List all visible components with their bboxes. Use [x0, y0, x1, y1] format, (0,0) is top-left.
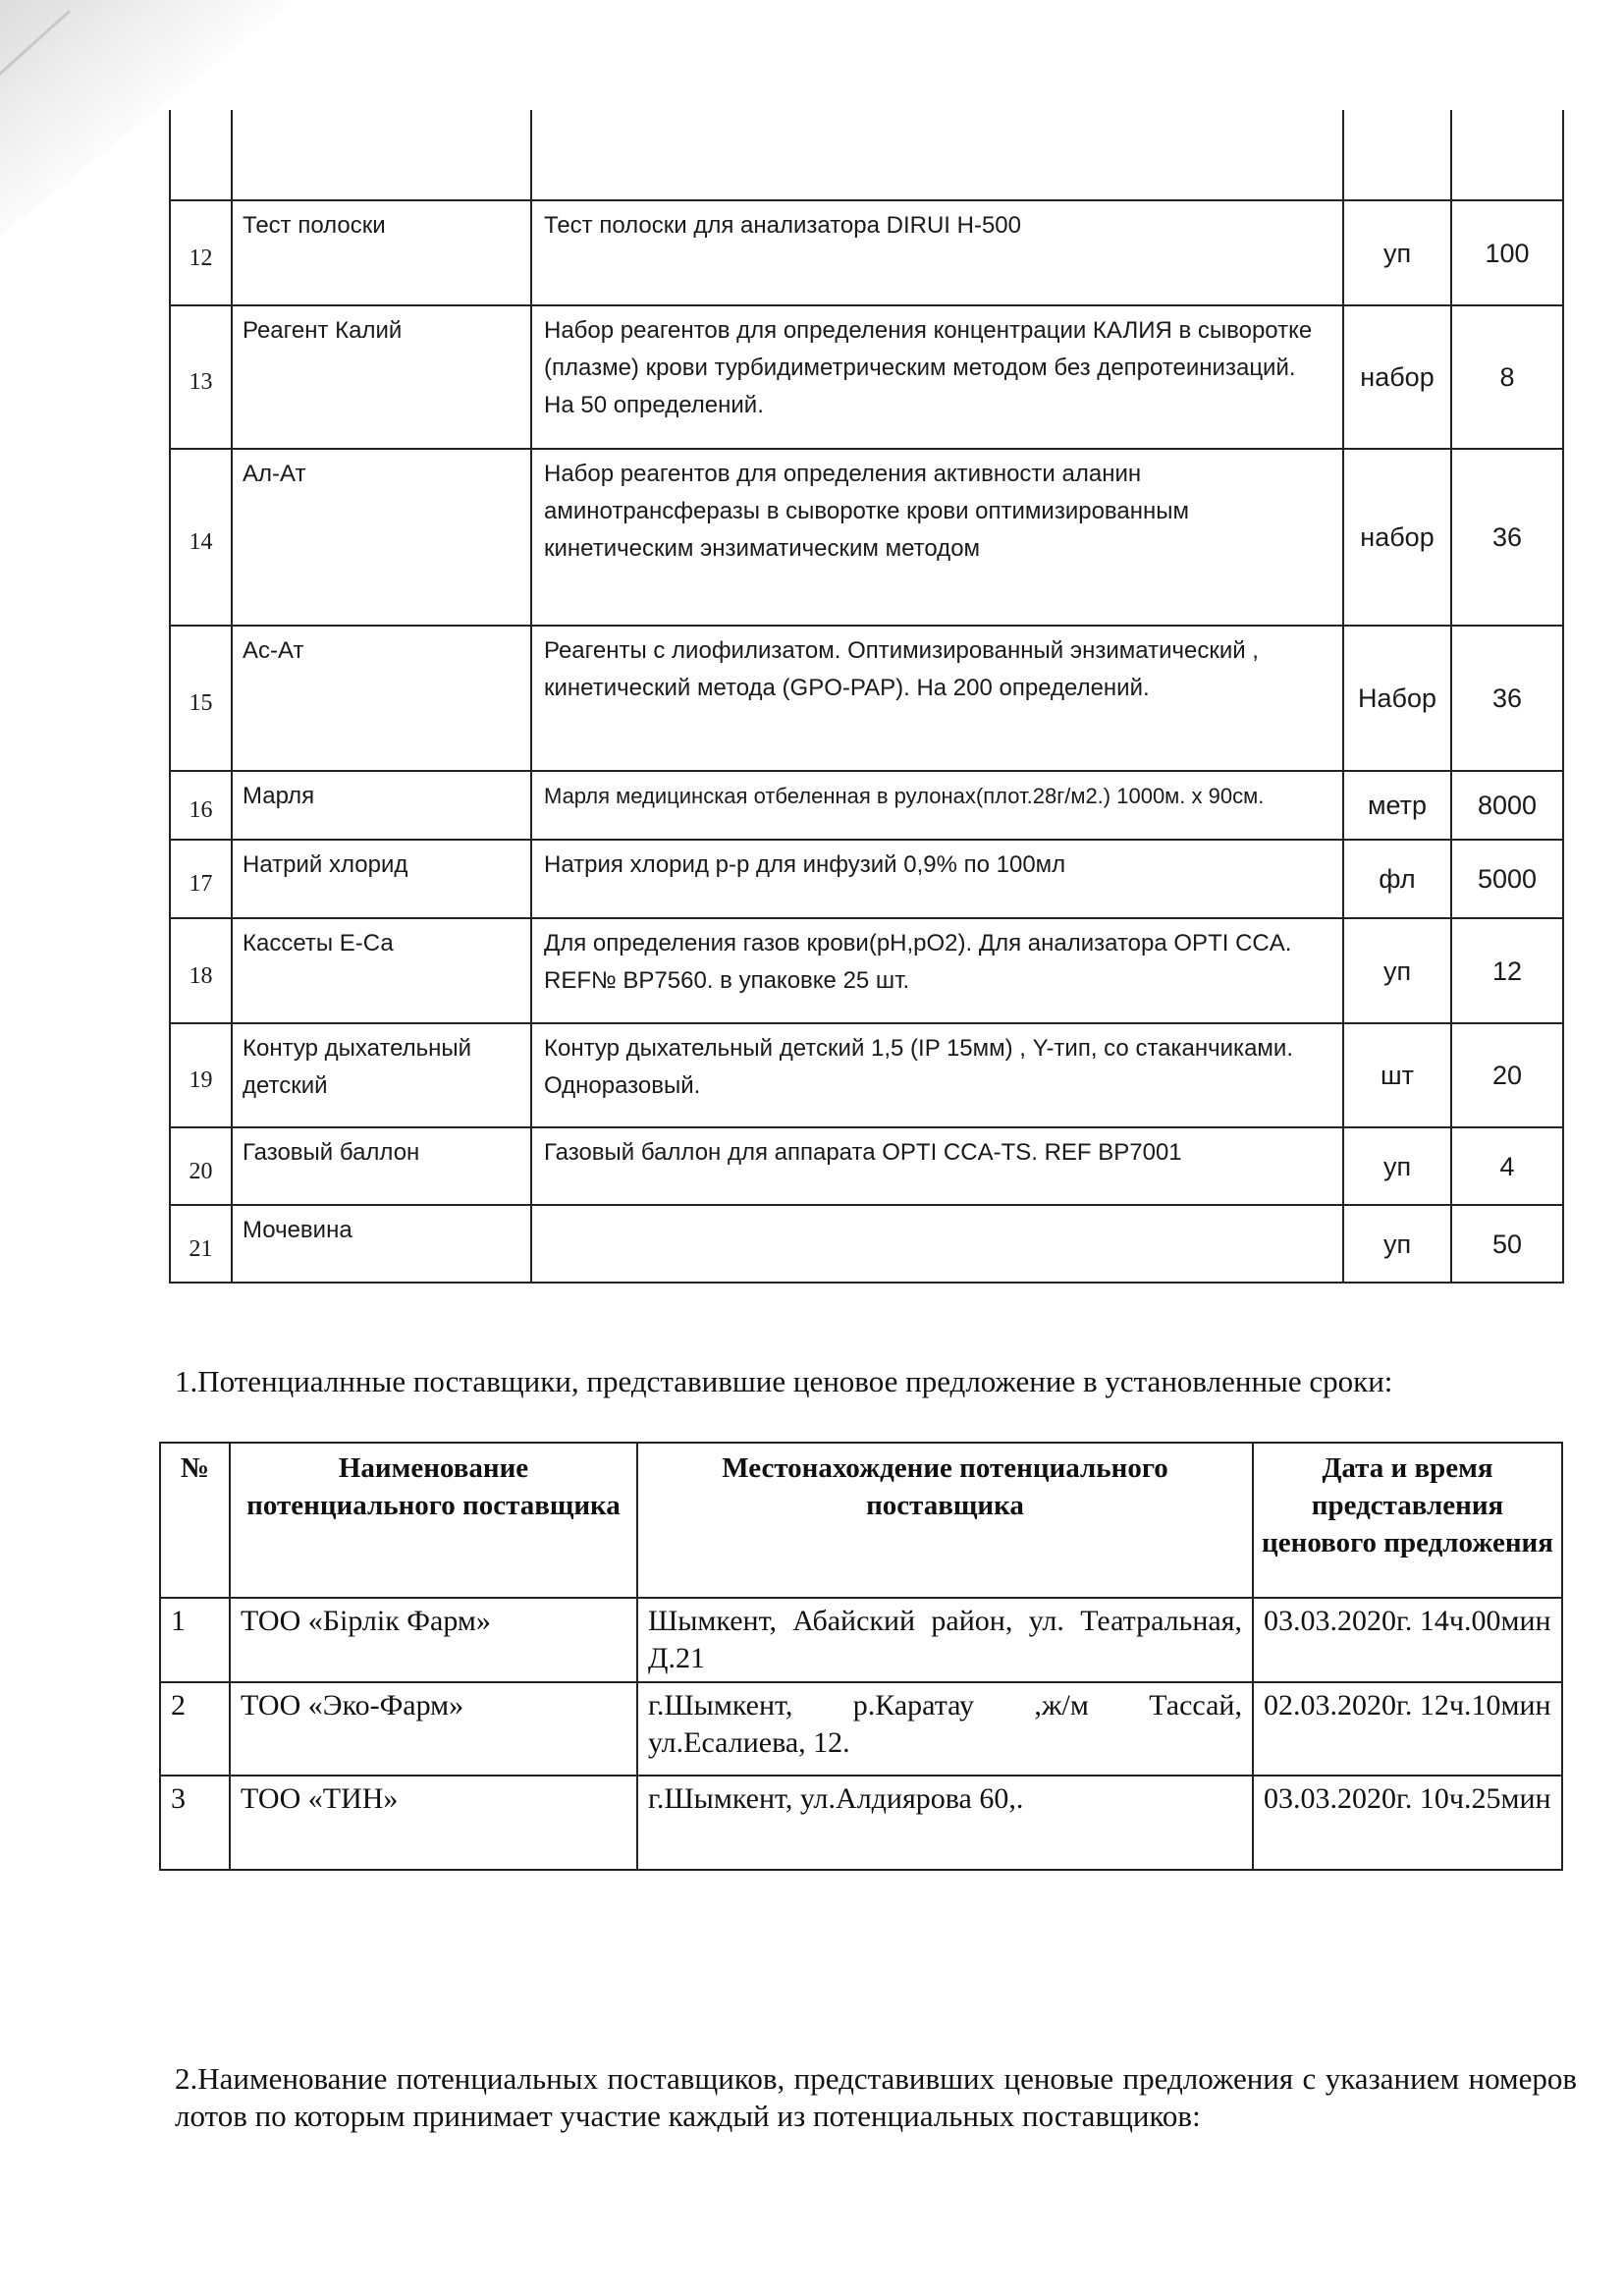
item-description [531, 110, 1343, 200]
item-number: 12 [170, 200, 232, 305]
item-description: Контур дыхательный детский 1,5 (IP 15мм) , Y-тип, со стаканчиками. Одноразовый. [531, 1023, 1343, 1127]
item-quantity: 4 [1451, 1127, 1563, 1205]
item-unit [1343, 110, 1451, 200]
item-name: Ал-Ат [232, 449, 531, 626]
supplier-location: г.Шымкент, р.Каратау ,ж/м Тассай, ул.Есалиева, 12. [637, 1682, 1253, 1776]
supplier-number: 2 [160, 1682, 230, 1776]
item-description: Натрия хлорид р-р для инфузий 0,9% по 100мл [531, 840, 1343, 918]
supplier-name: ТОО «ТИН» [230, 1776, 637, 1870]
item-number: 15 [170, 626, 232, 771]
item-unit: фл [1343, 840, 1451, 918]
table-row [160, 1598, 1562, 1682]
item-unit: уп [1343, 918, 1451, 1023]
item-quantity: 5000 [1451, 840, 1563, 918]
item-description: Набор реагентов для определения активности аланин аминотрансферазы в сыворотке крови оптимизированным кинетическим энзиматическим методом [531, 449, 1343, 626]
supplier-location: Шымкент, Абайский район, ул. Театральная, Д.21 [637, 1598, 1253, 1682]
item-description [531, 1205, 1343, 1283]
item-quantity: 100 [1451, 200, 1563, 305]
item-name: Мочевина [232, 1205, 531, 1283]
item-quantity: 36 [1451, 449, 1563, 626]
item-unit: набор [1343, 305, 1451, 449]
item-name: Марля [232, 771, 531, 840]
item-number: 18 [170, 918, 232, 1023]
table-row [170, 200, 1563, 305]
table-row [170, 840, 1563, 918]
item-unit: метр [1343, 771, 1451, 840]
item-name: Газовый баллон [232, 1127, 531, 1205]
table-row [170, 918, 1563, 1023]
item-description: Тест полоски для анализатора DIRUI H-500 [531, 200, 1343, 305]
item-quantity [1451, 110, 1563, 200]
table-row [170, 1205, 1563, 1283]
section-2-text: 2.Наименование потенциальных поставщиков, представивших ценовые предложения с указанием номеров лотов по которым принимает участие каждый из потенциальных поставщиков: [175, 2061, 1577, 2133]
item-unit: набор [1343, 449, 1451, 626]
item-unit: уп [1343, 1127, 1451, 1205]
item-description: Набор реагентов для определения концентрации КАЛИЯ в сыворотке (плазме) крови турбидиметрическим методом без депротеинизаций. На 50 определений. [531, 305, 1343, 449]
items-table [169, 110, 1564, 1284]
item-quantity: 50 [1451, 1205, 1563, 1283]
item-unit: Набор [1343, 626, 1451, 771]
supplier-number: 1 [160, 1598, 230, 1682]
item-number [170, 110, 232, 200]
item-name: Натрий хлорид [232, 840, 531, 918]
item-unit: уп [1343, 200, 1451, 305]
supplier-name: ТОО «Бірлік Фарм» [230, 1598, 637, 1682]
table-row [170, 110, 1563, 200]
item-unit: шт [1343, 1023, 1451, 1127]
item-number: 21 [170, 1205, 232, 1283]
column-header-supplier-name: Наименование потенциального поставщика [230, 1443, 637, 1598]
supplier-name: ТОО «Эко-Фарм» [230, 1682, 637, 1776]
supplier-number: 3 [160, 1776, 230, 1870]
item-description: Для определения газов крови(pH,pO2). Для анализатора OPTI CCA. REF№ BP7560. в упаковке 25 шт. [531, 918, 1343, 1023]
item-number: 16 [170, 771, 232, 840]
item-number: 20 [170, 1127, 232, 1205]
item-quantity: 12 [1451, 918, 1563, 1023]
item-description: Марля медицинская отбеленная в рулонах(плот.28г/м2.) 1000м. х 90см. [531, 771, 1343, 840]
item-number: 14 [170, 449, 232, 626]
item-quantity: 36 [1451, 626, 1563, 771]
table-row [170, 626, 1563, 771]
table-row [170, 1023, 1563, 1127]
item-number: 19 [170, 1023, 232, 1127]
item-quantity: 8000 [1451, 771, 1563, 840]
item-description: Газовый баллон для аппарата OPTI CCA-TS. REF BP7001 [531, 1127, 1343, 1205]
item-quantity: 8 [1451, 305, 1563, 449]
supplier-location: г.Шымкент, ул.Алдиярова 60,. [637, 1776, 1253, 1870]
item-description: Реагенты с лиофилизатом. Оптимизированный энзиматический , кинетический метода (GPO-PAP). На 200 определений. [531, 626, 1343, 771]
table-row [160, 1776, 1562, 1870]
item-number: 17 [170, 840, 232, 918]
table-header-row [160, 1443, 1562, 1598]
column-header-number: № [160, 1443, 230, 1598]
supplier-datetime: 03.03.2020г. 14ч.00мин [1253, 1598, 1562, 1682]
table-row [170, 449, 1563, 626]
suppliers-table [159, 1442, 1563, 1871]
item-unit: уп [1343, 1205, 1451, 1283]
item-name: Кассеты Е-Са [232, 918, 531, 1023]
table-row [170, 305, 1563, 449]
supplier-datetime: 03.03.2020г. 10ч.25мин [1253, 1776, 1562, 1870]
column-header-location: Местонахождение потенциального поставщика [637, 1443, 1253, 1598]
supplier-datetime: 02.03.2020г. 12ч.10мин [1253, 1682, 1562, 1776]
item-quantity: 20 [1451, 1023, 1563, 1127]
table-row [170, 771, 1563, 840]
item-name [232, 110, 531, 200]
table-row [160, 1682, 1562, 1776]
section-1-heading: 1.Потенциалнные поставщики, представившие ценовое предложение в установленные сроки: [175, 1364, 1393, 1398]
table-row [170, 1127, 1563, 1205]
item-name: Контур дыхательный детский [232, 1023, 531, 1127]
item-number: 13 [170, 305, 232, 449]
item-name: Реагент Калий [232, 305, 531, 449]
item-name: Тест полоски [232, 200, 531, 305]
item-name: Ас-Ат [232, 626, 531, 771]
column-header-datetime: Дата и время представления ценового предложения [1253, 1443, 1562, 1598]
